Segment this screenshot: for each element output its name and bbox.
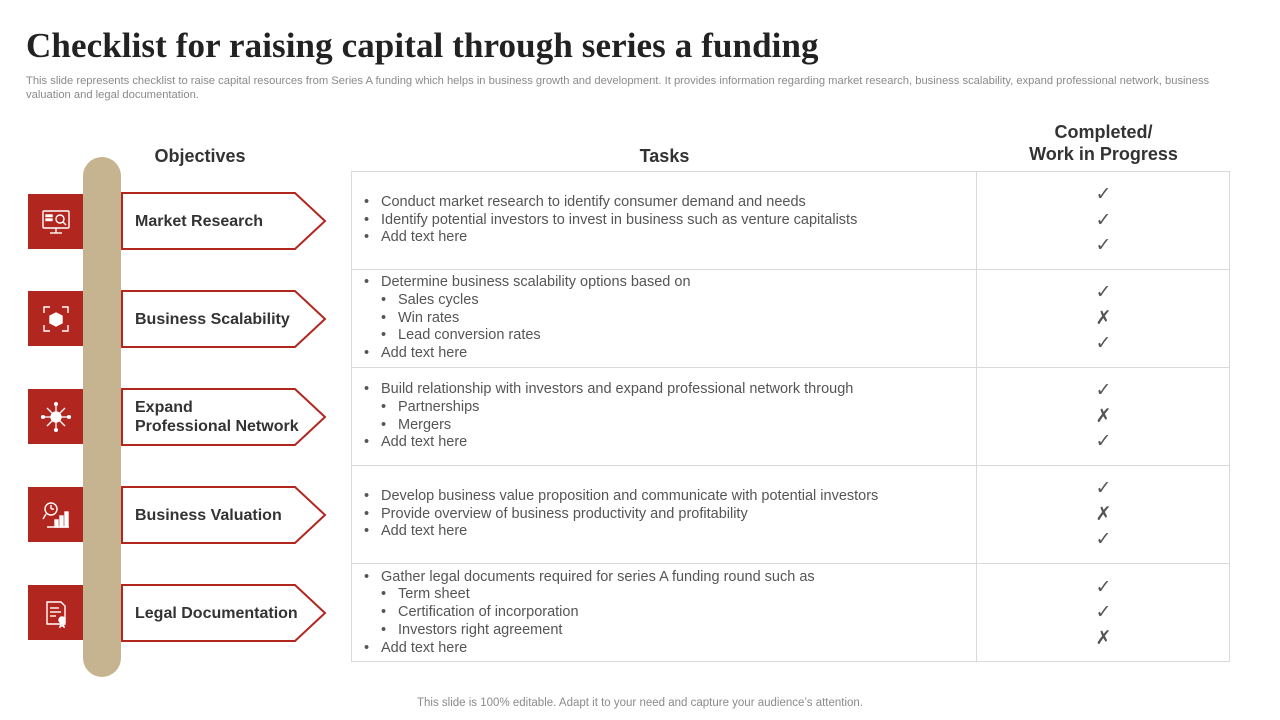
business-valuation-icon-box (28, 487, 83, 542)
task-item: • Add text here (364, 345, 468, 362)
status-header-line2: Work in Progress (1029, 144, 1178, 164)
status-mark: ✗ (1095, 502, 1112, 525)
status-header (977, 121, 1230, 165)
task-item: • Conduct market research to identify consumer demand and needs (364, 193, 806, 210)
objective-label-line2: Professional Network (135, 418, 299, 435)
task-subitem: • Term sheet (381, 586, 470, 603)
status-mark: ✗ (1095, 404, 1112, 427)
status-cell (978, 466, 1229, 563)
network-globe-icon (40, 401, 72, 433)
table-row (352, 564, 1229, 662)
slide-title: Checklist for raising capital through series a funding (26, 26, 819, 65)
task-subitem: • Lead conversion rates (381, 327, 541, 344)
task-item: • Add text here (364, 229, 468, 246)
status-mark: ✓ (1095, 528, 1112, 551)
status-cell (978, 368, 1229, 465)
status-cell (978, 564, 1229, 662)
task-item: • Add text here (364, 523, 468, 540)
table-row (352, 466, 1229, 564)
slide-footer: This slide is 100% editable. Adapt it to your need and capture your audience’s attention. (416, 697, 864, 709)
status-mark: ✓ (1095, 183, 1112, 206)
status-mark: ✓ (1095, 601, 1112, 624)
objective-label: Business Valuation (135, 506, 282, 524)
status-mark: ✓ (1095, 575, 1112, 598)
status-mark: ✓ (1095, 281, 1112, 304)
status-mark: ✓ (1095, 234, 1112, 257)
objective-label: Market Research (135, 212, 264, 230)
status-mark: ✓ (1095, 430, 1112, 453)
legal-document-icon (41, 598, 71, 628)
objective-label: Business Scalability (135, 310, 290, 328)
task-item: • Build relationship with investors and expand professional network through (364, 380, 854, 397)
status-mark: ✓ (1095, 477, 1112, 500)
task-item: • Provide overview of business productivity and profitability (364, 505, 748, 522)
tasks-header: Tasks (639, 146, 690, 166)
expand-network-icon-box (28, 389, 83, 444)
status-header-line1: Completed/ (1054, 122, 1153, 142)
legal-documentation-icon-box (28, 585, 83, 640)
task-cell (352, 368, 977, 465)
monitor-search-icon (41, 208, 71, 236)
slide-subtitle: This slide represents checklist to raise capital resources from Series A funding which helps in business growth and development. It provides information regarding market research, business scalability, expand professional network, business valuation and legal documentation. (26, 75, 1210, 101)
task-item: • Determine business scalability options based on (364, 274, 691, 290)
status-mark: ✓ (1095, 379, 1112, 402)
status-mark: ✗ (1095, 306, 1112, 329)
objective-arrow-business-valuation (121, 486, 327, 544)
market-research-icon-box (28, 194, 83, 249)
task-subitem: • Win rates (381, 309, 460, 326)
task-cell (352, 172, 977, 269)
objective-arrow-market-research (121, 192, 327, 250)
status-cell (978, 172, 1229, 269)
task-cell (352, 270, 977, 367)
table-row (352, 368, 1229, 466)
task-cell (352, 466, 977, 563)
table-row (352, 270, 1229, 368)
checklist-table (351, 171, 1230, 662)
task-subitem: • Certification of incorporation (381, 604, 579, 621)
objective-arrow-business-scalability (121, 290, 327, 348)
status-mark: ✓ (1095, 332, 1112, 355)
task-subitem: • Investors right agreement (381, 621, 563, 638)
timeline-pillar (83, 157, 121, 677)
objective-arrow-legal-documentation (121, 584, 327, 642)
task-subitem: • Sales cycles (381, 291, 479, 308)
objective-label-line1: Expand (135, 399, 193, 416)
task-subitem: • Mergers (381, 416, 452, 433)
valuation-chart-icon (41, 500, 71, 530)
objective-arrow-expand-network (121, 388, 327, 446)
objectives-header: Objectives (154, 146, 246, 166)
objective-label (135, 388, 310, 446)
status-mark: ✗ (1095, 626, 1112, 649)
task-cell (352, 564, 977, 662)
task-subitem: • Partnerships (381, 398, 480, 415)
task-item: • Develop business value proposition and communicate with potential investors (364, 487, 879, 504)
business-scalability-icon-box (28, 291, 83, 346)
task-item: • Add text here (364, 639, 468, 656)
objective-label: Legal Documentation (135, 604, 298, 622)
task-item: • Gather legal documents required for series A funding round such as (364, 568, 815, 585)
task-item: • Add text here (364, 434, 468, 451)
status-cell (978, 270, 1229, 367)
status-mark: ✓ (1095, 208, 1112, 231)
table-row (352, 172, 1229, 270)
scale-cube-icon (41, 304, 71, 334)
task-item: • Identify potential investors to invest in business such as venture capitalists (364, 211, 858, 228)
